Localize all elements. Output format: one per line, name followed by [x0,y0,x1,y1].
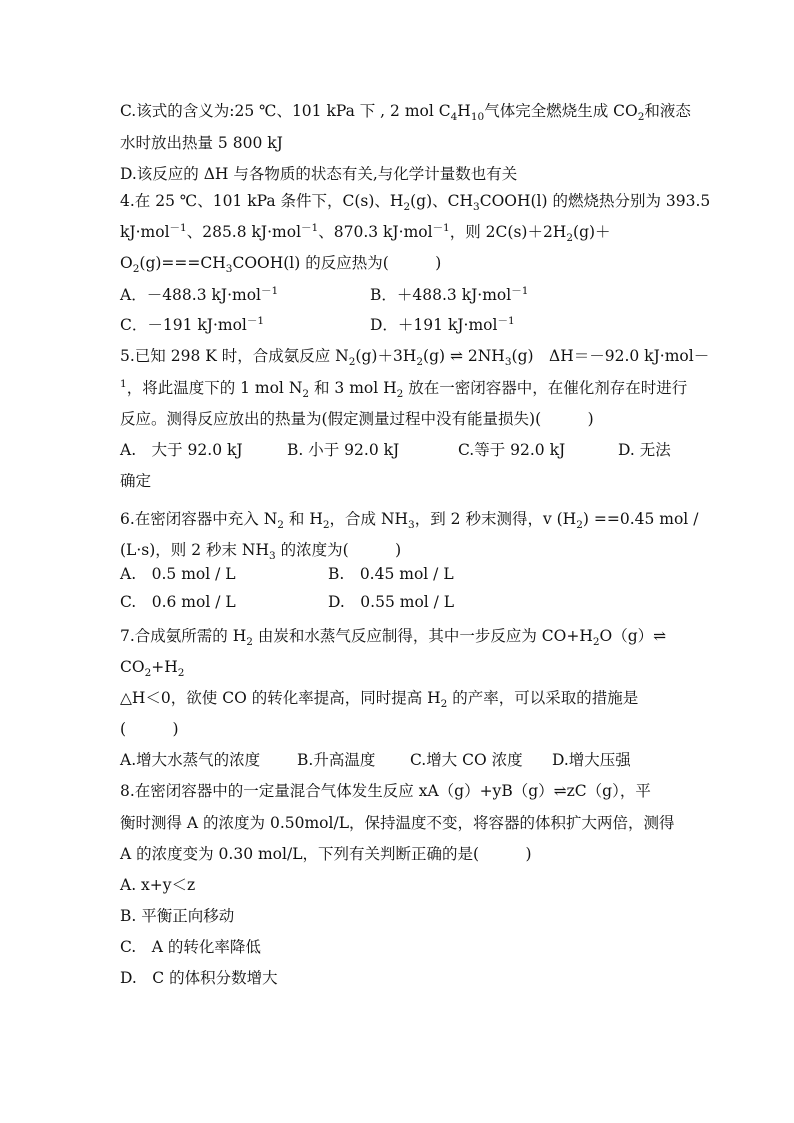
q6-option-b: B. 0.45 mol / L [328,565,454,583]
q7-stem-line2: $CO_2+H_2$ [120,658,185,680]
q3-option-d: D.该反应的 ΔH 与各物质的状态有关,与化学计量数也有关 [120,165,518,183]
q4-stem-line1: 4.在 25 ℃、101 kPa 条件下，C(s)、$H_2(g)$、$CH_3COOH(l)$ 的燃烧热分别为 393.5 [120,192,711,214]
q8-stem-line2: 衡时测得 A 的浓度为 0.50mol/L，保持温度不变，将容器的体积扩大两倍，测得 [120,814,675,832]
q4-option-a: A．－488.3 kJ·mol$^{-1}$ [120,284,279,304]
q5-option-b: B. 小于 92.0 kJ [287,441,400,459]
q7-stem-line3: △H＜0，欲使 CO 的转化率提高，同时提高 $H_2$ 的产率，可以采取的措施是 [120,689,639,711]
q5-stem-line2: $^1$，将此温度下的 1 mol $N_2$ 和 3 mol $H_2$ 放在一密闭容器中，在催化剂存在时进行 [120,377,688,401]
q8-option-d: D. C 的体积分数增大 [120,969,278,987]
q3-option-c: C.该式的含义为:25 ℃、101 kPa 下 , 2 mol $C_4H_{10}$气体完全燃烧生成 $CO_2$和液态 [120,102,691,124]
q7-option-b: B.升高温度 [297,751,376,769]
q4-stem-line2: kJ·mol$^{-1}$、285.8 kJ·mol$^{-1}$、870.3 kJ·mol$^{-1}$，则 $2C(s)+2H_2(g)+$ [120,221,611,245]
q4-option-c: C．－191 kJ·mol$^{-1}$ [120,314,265,334]
q7-option-a: A.增大水蒸气的浓度 [120,751,261,769]
q5-option-d-cont: 确定 [120,472,152,490]
q8-stem-line3: A 的浓度变为 0.30 mol/L，下列有关判断正确的是( ) [120,845,532,863]
q7-stem-line4: ( ) [120,720,179,738]
q8-stem-line1: 8.在密闭容器中的一定量混合气体发生反应 xA（g）+yB（g）⇌zC（g），平 [120,782,651,800]
q5-stem-line1: 5.已知 298 K 时，合成氨反应 $N_2(g)+3H_2(g)$ ⇌ $2NH_3(g)$ ΔH＝－92.0 kJ·mol－ [120,347,710,369]
q8-option-a: A. x+y＜z [120,876,196,894]
q7-option-c: C.增大 CO 浓度 [410,751,523,769]
q8-option-b: B. 平衡正向移动 [120,907,235,925]
q7-option-d: D.增大压强 [552,751,631,769]
q4-option-b: B．＋488.3 kJ·mol$^{-1}$ [370,284,529,304]
q5-option-a: A. 大于 92.0 kJ [120,441,243,459]
q5-stem-line3: 反应。测得反应放出的热量为(假定测量过程中没有能量损失)( ) [120,410,594,428]
q4-option-d: D．＋191 kJ·mol$^{-1}$ [370,314,515,334]
q6-option-c: C. 0.6 mol / L [120,593,236,611]
q4-stem-line3: $O_2(g)===CH_3COOH(l)$ 的反应热为( ) [120,254,442,276]
q6-stem-line1: 6.在密闭容器中充入 $N_2$ 和 $H_2$，合成 $NH_3$，到 2 秒末测得，v $(H_2) ==0.45$ mol / [120,510,699,532]
q3-option-c-cont: 水时放出热量 5 800 kJ [120,134,283,152]
q8-option-c: C. A 的转化率降低 [120,938,261,956]
q5-option-c: C.等于 92.0 kJ [458,441,566,459]
q6-option-d: D. 0.55 mol / L [328,593,455,611]
q7-stem-line1: 7.合成氨所需的 $H_2$ 由炭和水蒸气反应制得，其中一步反应为 $CO+H_2O(g)\rightleftharpoons$ [120,627,667,649]
q6-stem-line2: (L·s)，则 2 秒末 $NH_3$ 的浓度为( ) [120,541,402,563]
q5-option-d: D. 无法 [618,441,671,459]
q6-option-a: A. 0.5 mol / L [120,565,236,583]
